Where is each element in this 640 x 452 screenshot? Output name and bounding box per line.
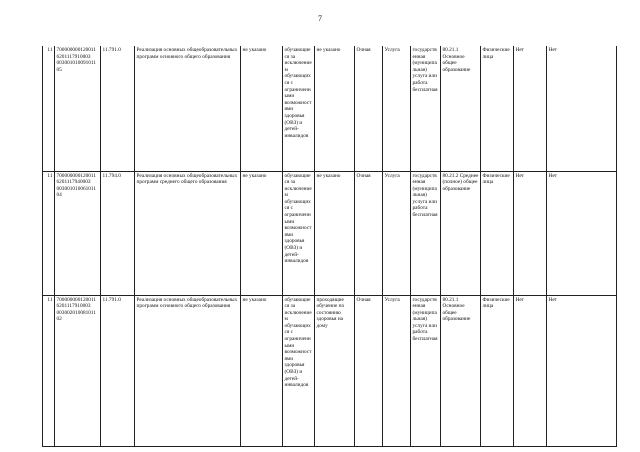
consumers: Физические лица	[481, 295, 514, 446]
kind: Услуга	[383, 171, 411, 295]
table-row	[43, 171, 617, 295]
form: Очная	[355, 46, 383, 171]
registry-code: 700000000120011 620111791000З 003001010091011 05	[55, 46, 101, 171]
table-row	[43, 295, 617, 446]
not-specified: не указано	[241, 46, 283, 171]
program-name: Реализация основных общеобразовательных программ среднего общего образования	[135, 171, 241, 295]
registry-code: 700000000120011 620111791000З 003002010081011 02	[55, 295, 101, 446]
condition: проходящие обучение по состоянию здоровья на дому	[315, 295, 355, 446]
service-type: государственная (муниципальная) услуга или работа бесплатная	[411, 295, 441, 446]
registry-code: 700000000120011 620111794000З 003001010061011 04	[55, 171, 101, 295]
okved-code: 11.794.0	[101, 171, 135, 295]
flag-2: Нет	[547, 171, 617, 295]
row-number: 11	[43, 46, 55, 171]
form: Очная	[355, 171, 383, 295]
flag-2: Нет	[547, 46, 617, 171]
registry-table	[42, 46, 617, 447]
flag-2: Нет	[547, 295, 617, 446]
kind: Услуга	[383, 295, 411, 446]
consumer-category: обучающиеся за исключением обучающихся с ограниченными возможностями здоровья (ОВЗ) и детей-инвалидов	[283, 171, 315, 295]
flag-1: Нет	[514, 171, 547, 295]
row-number: 11	[43, 171, 55, 295]
okved-code: 11.791.0	[101, 295, 135, 446]
consumer-category: обучающиеся за исключением обучающихся с ограниченными возможностями здоровья (ОВЗ) и детей-инвалидов	[283, 295, 315, 446]
not-specified: не указано	[241, 171, 283, 295]
okved-code: 11.791.0	[101, 46, 135, 171]
page-number: 7	[318, 14, 322, 23]
row-number: 11	[43, 295, 55, 446]
program-name: Реализация основных общеобразовательных программ основного общего образования	[135, 46, 241, 171]
service-type: государственная (муниципальная) услуга или работа бесплатная	[411, 46, 441, 171]
consumers: Физические лица	[481, 46, 514, 171]
not-specified: не указано	[241, 295, 283, 446]
consumer-category: обучающиеся за исключением обучающихся с ограниченными возможностями здоровья (ОВЗ) и детей-инвалидов	[283, 46, 315, 171]
condition: не указано	[315, 171, 355, 295]
kind: Услуга	[383, 46, 411, 171]
program-name: Реализация основных общеобразовательных программ основного общего образования	[135, 295, 241, 446]
condition: не указано	[315, 46, 355, 171]
table-row	[43, 46, 617, 171]
consumers: Физические лица	[481, 171, 514, 295]
okpd: 80.21.1 Основное общее образование	[441, 295, 481, 446]
form: Очная	[355, 295, 383, 446]
flag-1: Нет	[514, 295, 547, 446]
okpd: 80.21.2 Среднее (полное) общее образование	[441, 171, 481, 295]
service-type: государственная (муниципальная) услуга или работа бесплатная	[411, 171, 441, 295]
flag-1: Нет	[514, 46, 547, 171]
okpd: 80.21.1 Основное общее образование	[441, 46, 481, 171]
